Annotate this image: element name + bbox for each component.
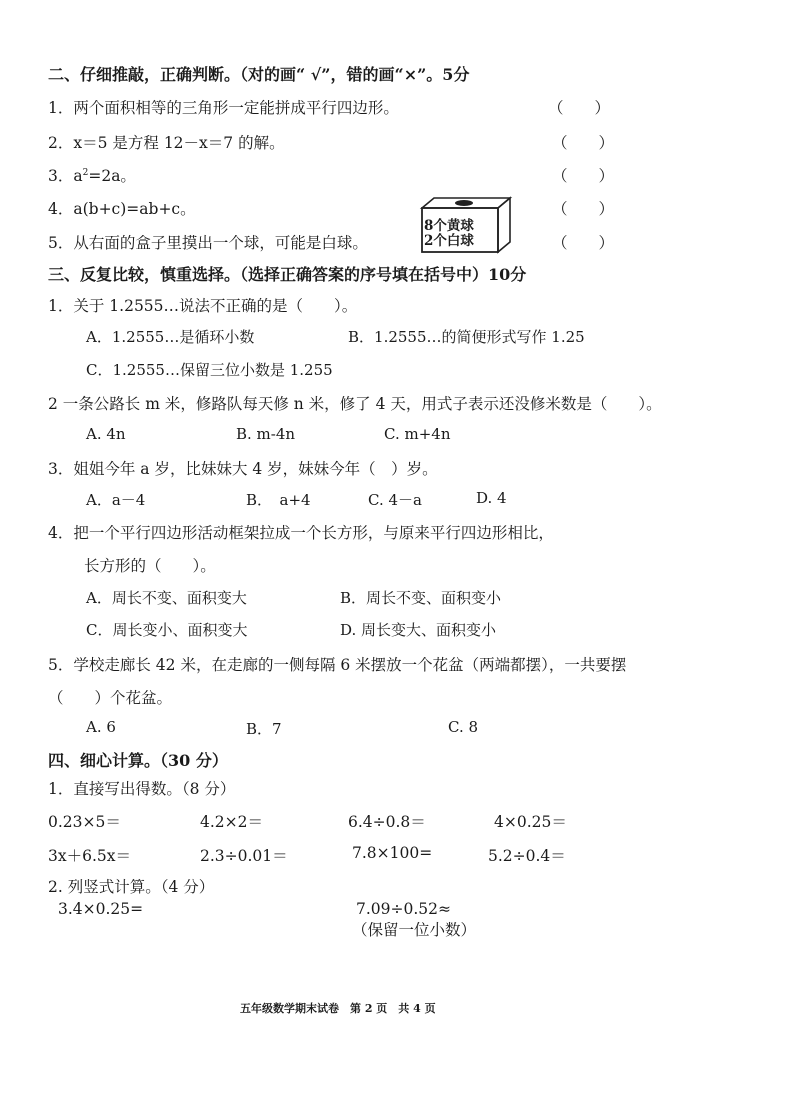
judge-item-3 <box>48 164 136 186</box>
choice-q2-option-b[interactable]: B. m-4n <box>236 425 296 443</box>
calc-1-2: 4.2×2＝ <box>200 813 263 831</box>
answer-blank-5[interactable]: （ ） <box>552 234 615 252</box>
choice-q3-option-c[interactable]: C. 4－a <box>368 491 422 509</box>
calc-2-2: 2.3÷0.01＝ <box>200 847 288 865</box>
choice-q5-stem-cont: （ ）个花盆。 <box>48 689 173 707</box>
choice-q4-stem-cont: 长方形的（ ）。 <box>84 557 216 575</box>
page-footer: 五年级数学期末试卷 第 2 页 共 4 页 <box>240 1002 436 1015</box>
choice-q2-stem: 2 一条公路长 m 米，修路队每天修 n 米，修了 4 天，用式子表示还没修米数是（ ）。 <box>48 395 662 413</box>
calc-2-3: 7.8×100= <box>352 844 433 862</box>
calc-2-4: 5.2÷0.4＝ <box>488 847 566 865</box>
section-2-title: 二、仔细推敲，正确判断。（对的画“ √”，错的画“×”。5分 <box>48 65 470 84</box>
vertical-calc-1: 3.4×0.25= <box>58 900 144 918</box>
answer-blank-3[interactable]: （ ） <box>552 167 615 185</box>
judge-item-4: 4．a(b+c)=ab+c。 <box>48 200 196 218</box>
choice-q5-option-c[interactable]: C. 8 <box>448 718 479 736</box>
choice-q4-option-b[interactable]: B．周长不变、面积变小 <box>340 589 502 607</box>
choice-q4-option-d[interactable]: D. 周长变大、面积变小 <box>340 621 497 639</box>
choice-q2-option-a[interactable]: A. 4n <box>86 425 126 443</box>
choice-q4-stem: 4．把一个平行四边形活动框架拉成一个长方形，与原来平行四边形相比， <box>48 524 554 542</box>
ball-box-illustration <box>414 196 514 254</box>
choice-q5-option-a[interactable]: A. 6 <box>86 718 116 736</box>
choice-q3-option-b[interactable]: B． a+4 <box>246 491 311 509</box>
choice-q3-stem: 3．姐姐今年 a 岁，比妹妹大 4 岁，妹妹今年（ ）岁。 <box>48 460 438 478</box>
box-label-white: 2个白球 <box>424 233 474 249</box>
calc-part-1-title: 1．直接写出得数。（8 分） <box>48 780 236 798</box>
judge-item-5: 5．从右面的盒子里摸出一个球，可能是白球。 <box>48 234 368 252</box>
judge-item-3-base: 3．a <box>48 167 83 185</box>
section-3-title: 三、反复比较，慎重选择。（选择正确答案的序号填在括号中）10分 <box>48 265 527 284</box>
choice-q1-option-a[interactable]: A．1.2555…是循环小数 <box>86 328 255 346</box>
choice-q3-option-a[interactable]: A．a－4 <box>86 491 146 509</box>
calc-1-1: 0.23×5＝ <box>48 813 121 831</box>
choice-q1-stem: 1．关于 1.2555…说法不正确的是（ ）。 <box>48 297 358 315</box>
choice-q3-option-d[interactable]: D. 4 <box>476 489 507 507</box>
vertical-calc-2-note: （保留一位小数） <box>352 921 477 939</box>
judge-item-3-exponent: 2 <box>82 167 89 178</box>
answer-blank-4[interactable]: （ ） <box>552 200 615 218</box>
choice-q5-stem: 5．学校走廊长 42 米，在走廊的一侧每隔 6 米摆放一个花盆（两端都摆），一共要摆 <box>48 656 627 674</box>
choice-q1-option-b[interactable]: B．1.2555…的简便形式写作 1.25 <box>348 328 585 346</box>
vertical-calc-2: 7.09÷0.52≈ <box>356 900 451 918</box>
answer-blank-2[interactable]: （ ） <box>552 134 615 152</box>
answer-blank-1[interactable]: （ ） <box>548 99 611 117</box>
choice-q2-option-c[interactable]: C. m+4n <box>384 425 451 443</box>
choice-q5-option-b[interactable]: B．7 <box>246 720 282 738</box>
judge-item-1: 1．两个面积相等的三角形一定能拼成平行四边形。 <box>48 99 399 117</box>
choice-q1-option-c[interactable]: C．1.2555…保留三位小数是 1.255 <box>86 361 333 379</box>
section-4-title: 四、细心计算。（30 分） <box>48 751 228 770</box>
calc-1-3: 6.4÷0.8＝ <box>348 813 426 831</box>
choice-q4-option-a[interactable]: A．周长不变、面积变大 <box>86 589 247 607</box>
calc-part-2-title: 2. 列竖式计算。（4 分） <box>48 878 215 896</box>
calc-1-4: 4×0.25＝ <box>494 813 567 831</box>
judge-item-3-rest: =2a。 <box>88 167 136 185</box>
judge-item-2: 2．x＝5 是方程 12－x＝7 的解。 <box>48 134 285 152</box>
calc-2-1: 3x＋6.5x＝ <box>48 847 131 865</box>
choice-q4-option-c[interactable]: C．周长变小、面积变大 <box>86 621 248 639</box>
box-label-yellow: 8个黄球 <box>424 218 474 234</box>
